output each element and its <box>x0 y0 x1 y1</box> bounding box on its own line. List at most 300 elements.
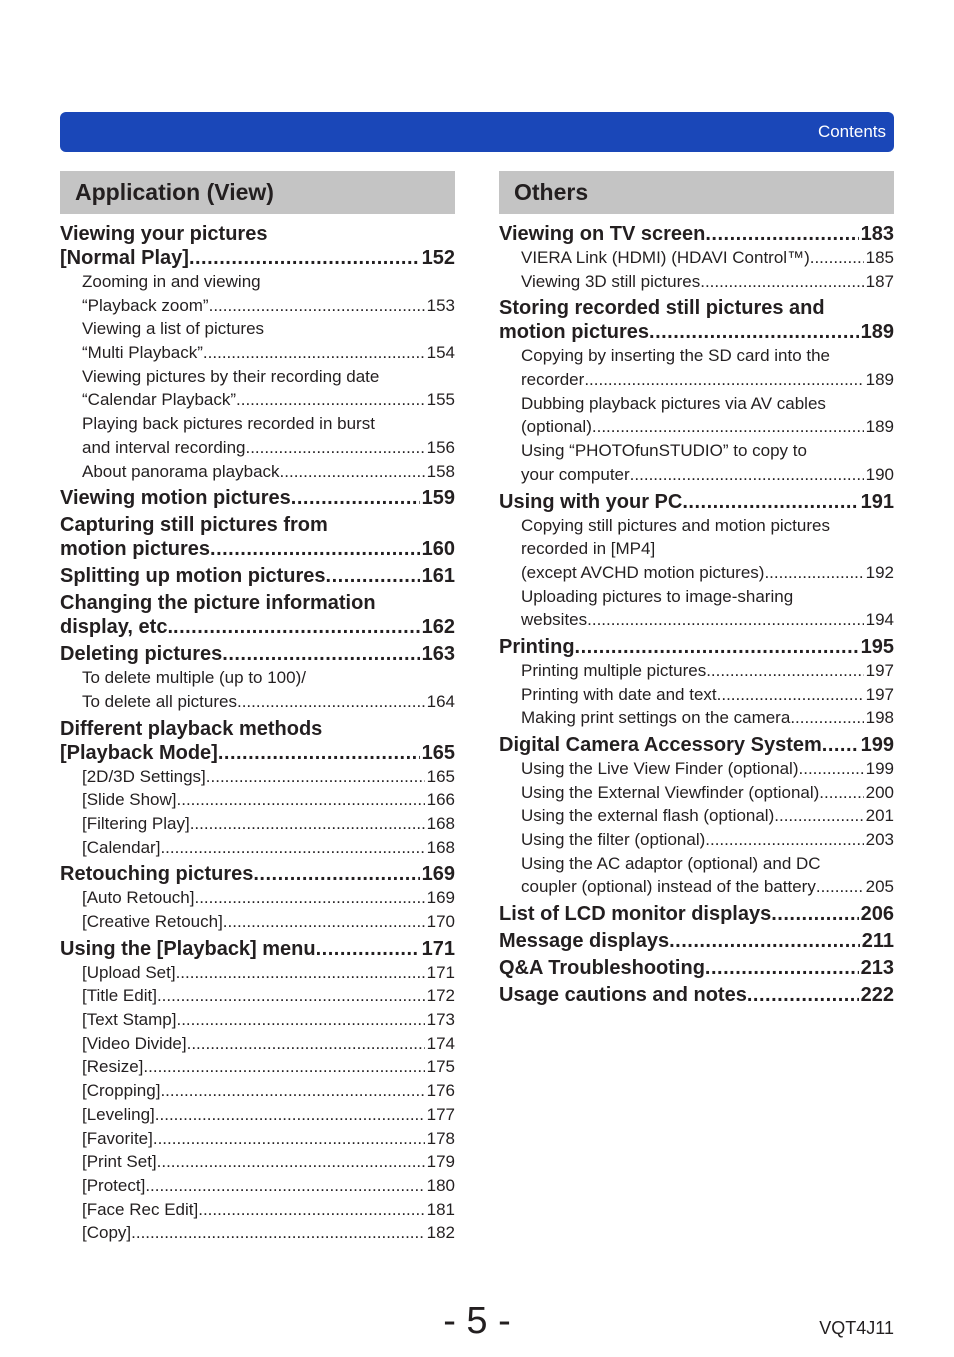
toc-entry-label: [Slide Show] <box>82 790 177 810</box>
toc-entry-label: [Favorite] <box>82 1128 153 1148</box>
dot-leader <box>816 875 864 899</box>
toc-entry-label: [Copy] <box>82 1223 132 1243</box>
dot-leader <box>176 961 425 985</box>
toc-entry-label: Zooming in and viewing <box>82 272 261 291</box>
toc-entry[interactable] <box>60 317 455 364</box>
dot-leader <box>822 733 859 757</box>
toc-entry-page: 187 <box>865 271 894 291</box>
toc-entry[interactable] <box>499 956 894 980</box>
toc-entry-label: Using “PHOTOfunSTUDIO” to copy to <box>521 441 807 461</box>
toc-entry-label: Using with your PC <box>499 490 683 513</box>
toc-entry-label: [Normal Play] <box>60 247 189 269</box>
dot-leader <box>790 706 863 730</box>
toc-entry-page: 199 <box>865 759 894 778</box>
toc-entry[interactable] <box>60 1221 455 1245</box>
toc-entry-page: 183 <box>860 223 894 245</box>
toc-entry-label: websites <box>521 610 588 630</box>
toc-entry[interactable] <box>60 984 455 1008</box>
toc-entry-page: 166 <box>426 790 455 810</box>
toc-entry-page: 163 <box>421 643 455 666</box>
dot-leader <box>771 902 858 926</box>
toc-entry-line-with-page <box>82 1127 455 1151</box>
toc-entry[interactable] <box>499 733 894 757</box>
dot-leader <box>187 1032 425 1056</box>
toc-entry-label: [Filtering Play] <box>82 813 190 833</box>
toc-entry-line-with-page <box>499 902 894 926</box>
toc-entry[interactable] <box>499 983 894 1007</box>
toc-entry-line-with-page <box>499 222 894 246</box>
toc-entry-page: 179 <box>426 1152 455 1172</box>
dot-leader <box>209 294 425 318</box>
toc-entry[interactable] <box>499 296 894 344</box>
toc-entry-page: 174 <box>426 1033 455 1053</box>
dot-leader <box>189 246 420 270</box>
toc-entry[interactable] <box>60 862 455 886</box>
toc-entry-line-with-page <box>521 270 894 294</box>
toc-entry-page: 189 <box>865 370 894 390</box>
toc-entry[interactable] <box>499 929 894 953</box>
dot-leader <box>592 415 864 439</box>
toc-entry-label: Copying by inserting the SD card into the <box>521 346 831 366</box>
toc-entry-label: Q&A Troubleshooting <box>499 957 705 980</box>
toc-entry-label: recorded in [MP4] <box>521 539 656 559</box>
toc-entry-line-with-page <box>82 910 455 934</box>
toc-entry[interactable] <box>60 788 455 812</box>
toc-entry-page: 154 <box>426 343 455 363</box>
toc-entry-page: 169 <box>421 863 455 886</box>
toc-entry-label: [Protect] <box>82 1175 146 1195</box>
toc-entry-label: coupler (optional) instead of the battery <box>521 877 816 897</box>
toc-entry-page: 152 <box>421 247 455 269</box>
toc-entry[interactable] <box>60 1174 455 1198</box>
toc-entry-page: 222 <box>860 984 894 1007</box>
toc-entry-page: 160 <box>421 538 455 561</box>
toc-entry[interactable] <box>499 392 894 439</box>
toc-entry-line-with-page <box>82 812 455 836</box>
toc-entry-line-with-page <box>82 984 455 1008</box>
toc-entry[interactable] <box>499 514 894 585</box>
toc-entry-page: 211 <box>861 930 894 953</box>
toc-entry-line-with-page <box>82 1079 455 1103</box>
toc-entry-page: 178 <box>426 1128 455 1148</box>
dot-leader <box>799 757 864 781</box>
toc-entry[interactable] <box>499 683 894 707</box>
dot-leader <box>575 635 859 659</box>
toc-entry[interactable] <box>60 486 455 510</box>
toc-entry[interactable] <box>499 490 894 514</box>
toc-entry-label: display, etc. <box>60 616 174 639</box>
toc-entry-line-with-page <box>499 733 894 757</box>
toc-entry-label: [2D/3D Settings] <box>82 766 206 786</box>
toc-entry-page: 158 <box>426 461 455 481</box>
dot-leader <box>131 1221 424 1245</box>
toc-entry-page: 165 <box>426 766 455 786</box>
toc-entry-line-with-page <box>82 788 455 812</box>
toc-entry[interactable] <box>499 439 894 486</box>
toc-entry-line <box>521 514 894 538</box>
toc-entry-label: recorder <box>521 370 585 390</box>
toc-entry-page: 162 <box>421 616 455 639</box>
toc-entry-label: Usage cautions and notes <box>499 984 747 1007</box>
toc-entry-line-with-page <box>521 804 894 828</box>
toc-entry-label: Viewing a list of pictures <box>82 319 265 339</box>
toc-entry-page: 177 <box>426 1104 455 1124</box>
toc-entry-label: [Face Rec Edit] <box>82 1199 199 1219</box>
toc-entry-line <box>521 537 894 561</box>
dot-leader <box>223 910 425 934</box>
dot-leader <box>160 1079 424 1103</box>
toc-entry-line <box>521 344 894 368</box>
dot-leader <box>587 608 863 632</box>
toc-entry-line-with-page <box>521 828 894 852</box>
toc-entry-label: motion pictures <box>499 321 650 344</box>
toc-entry-page: 190 <box>865 464 894 484</box>
dot-leader <box>682 490 858 514</box>
dot-leader <box>155 1103 425 1127</box>
toc-entry[interactable] <box>60 765 455 789</box>
toc-entry-label: Storing recorded still pictures and <box>499 297 825 320</box>
toc-entry-page: 164 <box>426 691 455 711</box>
section-title-application-view: Application (View) <box>60 171 455 214</box>
dot-leader <box>177 788 425 812</box>
toc-entry-line <box>60 591 455 615</box>
toc-entry-label: “Playback zoom” <box>82 295 209 315</box>
toc-entry-page: 198 <box>865 708 894 728</box>
toc-entry-label: “Calendar Playback” <box>82 390 237 410</box>
dot-leader <box>705 956 859 980</box>
toc-entry[interactable] <box>60 1008 455 1032</box>
dot-leader <box>810 246 864 270</box>
toc-entry-line-with-page <box>60 741 455 765</box>
toc-entry-line <box>60 513 455 537</box>
toc-entry[interactable] <box>499 781 894 805</box>
toc-entry-label: your computer <box>521 464 630 484</box>
toc-entry-line-with-page <box>60 486 455 510</box>
toc-entry-line-with-page <box>60 937 455 961</box>
toc-entry-line-with-page <box>82 436 455 460</box>
dot-leader <box>160 836 424 860</box>
toc-entry-page: 206 <box>860 903 894 926</box>
toc-entry-line <box>521 392 894 416</box>
toc-entry[interactable] <box>60 1055 455 1079</box>
toc-entry[interactable] <box>60 1079 455 1103</box>
dot-leader <box>176 1008 424 1032</box>
toc-entry[interactable] <box>60 1127 455 1151</box>
toc-entry[interactable] <box>60 812 455 836</box>
toc-entry-label: Playing back pictures recorded in burst <box>82 414 375 434</box>
dot-leader <box>203 341 425 365</box>
toc-entry-label: Deleting pictures <box>60 643 223 666</box>
toc-entry-label: Making print settings on the camera <box>521 708 791 728</box>
toc-entry-line-with-page <box>82 961 455 985</box>
toc-entry-label: Printing with date and text <box>521 684 717 704</box>
toc-entry-label: [Title Edit] <box>82 986 157 1006</box>
toc-entry-page: 171 <box>426 962 455 982</box>
toc-entry[interactable] <box>60 886 455 910</box>
dot-leader <box>218 741 420 765</box>
toc-list <box>60 222 455 1245</box>
dot-leader <box>630 463 864 487</box>
toc-entry-page: 172 <box>426 986 455 1006</box>
dot-leader <box>717 683 864 707</box>
dot-leader <box>747 983 859 1007</box>
toc-entry-label: Printing <box>499 635 575 658</box>
dot-leader <box>705 222 858 246</box>
toc-entry-label: Splitting up motion pictures <box>60 565 326 588</box>
dot-leader <box>237 690 425 714</box>
toc-entry-line-with-page <box>521 706 894 730</box>
toc-entry-line-with-page <box>82 1055 455 1079</box>
toc-entry-line <box>521 439 894 463</box>
toc-entry[interactable] <box>60 910 455 934</box>
toc-entry-label: (except AVCHD motion pictures) <box>521 562 765 582</box>
toc-entry-label: Capturing still pictures from <box>60 514 328 537</box>
toc-entry-line-with-page <box>499 320 894 344</box>
toc-entry[interactable] <box>499 804 894 828</box>
toc-entry-label: [Text Stamp] <box>82 1010 177 1030</box>
toc-entry-line <box>82 365 455 389</box>
toc-entry-page: 156 <box>426 437 455 457</box>
toc-entry[interactable] <box>499 585 894 632</box>
toc-entry[interactable] <box>60 1103 455 1127</box>
toc-list <box>499 222 894 1007</box>
dot-leader <box>316 937 420 961</box>
dot-leader <box>194 886 424 910</box>
toc-entry-line-with-page <box>521 463 894 487</box>
toc-entry-line <box>82 317 455 341</box>
toc-entry-label: Using the [Playback] menu <box>60 937 316 960</box>
dot-leader <box>157 984 425 1008</box>
toc-entry[interactable] <box>60 564 455 588</box>
toc-entry-label: and interval recording <box>82 437 246 457</box>
toc-entry-line-with-page <box>521 608 894 632</box>
toc-entry-label: Digital Camera Accessory System <box>499 734 822 756</box>
toc-entry[interactable] <box>60 460 455 484</box>
toc-entry-line-with-page <box>521 415 894 439</box>
dot-leader <box>173 615 420 639</box>
toc-entry-page: 176 <box>426 1081 455 1101</box>
dot-leader <box>764 561 863 585</box>
left-column <box>60 171 455 1245</box>
toc-entry-line-with-page <box>521 781 894 805</box>
toc-entry-line-with-page <box>521 875 894 899</box>
toc-entry-page: 175 <box>426 1057 455 1077</box>
dot-leader <box>222 642 419 666</box>
toc-entry-label: Using the Live View Finder (optional) <box>521 759 799 778</box>
dot-leader <box>705 828 863 852</box>
toc-entry-line <box>499 296 894 320</box>
toc-entry-page: 173 <box>426 1010 455 1030</box>
toc-entry[interactable] <box>60 365 455 412</box>
toc-entry[interactable] <box>60 270 455 317</box>
right-column <box>499 171 894 1007</box>
toc-entry-page: 189 <box>860 321 894 344</box>
toc-entry-label: To delete all pictures <box>82 691 237 711</box>
toc-entry-label: To delete multiple (up to 100)/ <box>82 668 306 688</box>
toc-entry-label: Viewing your pictures <box>60 223 268 245</box>
toc-entry-page: 199 <box>860 734 894 756</box>
toc-entry[interactable] <box>499 659 894 683</box>
toc-entry-page: 205 <box>865 877 894 897</box>
toc-entry-line-with-page <box>82 836 455 860</box>
toc-entry[interactable] <box>499 757 894 781</box>
dot-leader <box>190 812 425 836</box>
toc-entry-line-with-page <box>499 490 894 514</box>
toc-entry-line <box>82 270 455 294</box>
toc-entry[interactable] <box>60 666 455 713</box>
toc-entry-line <box>521 852 894 876</box>
toc-entry-line-with-page <box>499 635 894 659</box>
toc-entry-line-with-page <box>521 246 894 270</box>
dot-leader <box>253 862 419 886</box>
toc-entry-page: 203 <box>865 830 894 850</box>
toc-entry-page: 171 <box>421 937 455 960</box>
toc-entry-label: motion pictures <box>60 538 211 561</box>
toc-entry[interactable] <box>60 1198 455 1222</box>
dot-leader <box>198 1198 424 1222</box>
toc-entry[interactable] <box>60 642 455 666</box>
toc-entry[interactable] <box>60 513 455 561</box>
toc-entry-label: Using the external flash (optional) <box>521 806 775 826</box>
toc-entry-label: VIERA Link (HDMI) (HDAVI Control™) <box>521 248 810 267</box>
toc-entry-label: (optional) <box>521 417 592 437</box>
toc-entry-label: Copying still pictures and motion pictures <box>521 515 830 535</box>
toc-entry[interactable] <box>499 828 894 852</box>
toc-entry-page: 189 <box>865 417 894 437</box>
toc-entry-line-with-page <box>60 564 455 588</box>
toc-entry-label: Changing the picture information <box>60 592 376 615</box>
toc-entry-page: 213 <box>860 957 894 980</box>
toc-entry-label: Message displays <box>499 930 670 953</box>
toc-entry[interactable] <box>60 412 455 459</box>
toc-entry-label: Different playback methods <box>60 717 323 740</box>
dot-leader <box>291 486 420 510</box>
toc-entry-label: Uploading pictures to image-sharing <box>521 586 794 606</box>
toc-entry-line-with-page <box>82 886 455 910</box>
toc-entry[interactable] <box>499 706 894 730</box>
contents-link[interactable]: Contents <box>817 122 886 141</box>
toc-entry-line-with-page <box>521 757 894 781</box>
dot-leader <box>157 1150 425 1174</box>
toc-entry-label: [Leveling] <box>82 1104 155 1124</box>
dot-leader <box>700 270 863 294</box>
toc-entry[interactable] <box>60 222 455 270</box>
header-bar <box>60 112 894 152</box>
toc-entry-page: 161 <box>421 565 455 588</box>
toc-entry-page: 168 <box>426 837 455 857</box>
toc-entry-line-with-page <box>82 1032 455 1056</box>
toc-entry[interactable] <box>60 836 455 860</box>
toc-entry-page: 185 <box>865 248 894 267</box>
dot-leader <box>584 368 863 392</box>
dot-leader <box>210 537 420 561</box>
toc-entry-line-with-page <box>499 929 894 953</box>
toc-entry-label: [Print Set] <box>82 1152 157 1172</box>
toc-entry-line-with-page <box>521 561 894 585</box>
toc-entry-line-with-page <box>82 1174 455 1198</box>
toc-entry[interactable] <box>499 222 894 246</box>
dot-leader <box>326 564 420 588</box>
toc-entry-label: Printing multiple pictures <box>521 660 707 680</box>
toc-entry-line-with-page <box>60 246 455 270</box>
toc-entry-page: 181 <box>426 1199 455 1219</box>
toc-entry[interactable] <box>499 902 894 926</box>
toc-entry-line-with-page <box>82 294 455 318</box>
page-number: - 5 - <box>443 1300 511 1342</box>
toc-entry-line-with-page <box>82 1221 455 1245</box>
toc-entry-label: Using the AC adaptor (optional) and DC <box>521 853 821 873</box>
toc-entry-line <box>60 717 455 741</box>
toc-entry-label: About panorama playback <box>82 461 280 481</box>
toc-entry-label: [Creative Retouch] <box>82 912 223 931</box>
toc-entry[interactable] <box>60 937 455 961</box>
toc-entry-page: 191 <box>860 490 894 513</box>
toc-entry-page: 195 <box>860 635 894 658</box>
toc-entry-line-with-page <box>499 956 894 980</box>
toc-entry[interactable] <box>499 246 894 270</box>
toc-entry-line-with-page <box>521 368 894 392</box>
toc-entry-label: [Resize] <box>82 1057 144 1077</box>
toc-entry-label: Dubbing playback pictures via AV cables <box>521 393 826 413</box>
toc-entry[interactable] <box>60 1032 455 1056</box>
toc-entry[interactable] <box>499 270 894 294</box>
dot-leader <box>145 1174 424 1198</box>
toc-entry-line-with-page <box>82 341 455 365</box>
toc-entry-line-with-page <box>521 659 894 683</box>
dot-leader <box>819 781 863 805</box>
toc-entry[interactable] <box>60 1150 455 1174</box>
toc-entry-line <box>60 222 455 246</box>
toc-entry[interactable] <box>499 344 894 391</box>
toc-entry-label: Viewing motion pictures <box>60 487 291 510</box>
toc-entry-line-with-page <box>82 460 455 484</box>
section-title-others: Others <box>499 171 894 214</box>
dot-leader <box>143 1055 424 1079</box>
dot-leader <box>649 320 859 344</box>
toc-entry[interactable] <box>60 591 455 639</box>
dot-leader <box>280 460 425 484</box>
toc-entry-label: [Calendar] <box>82 837 161 857</box>
toc-entry-page: 155 <box>426 390 455 410</box>
toc-entry[interactable] <box>499 852 894 899</box>
toc-entry[interactable] <box>60 717 455 765</box>
toc-entry-label: “Multi Playback” <box>82 343 203 363</box>
toc-entry-line-with-page <box>499 983 894 1007</box>
toc-entry-line <box>82 666 455 690</box>
toc-entry-line-with-page <box>82 1103 455 1127</box>
toc-entry[interactable] <box>60 961 455 985</box>
dot-leader <box>245 436 424 460</box>
toc-entry-page: 197 <box>865 660 894 680</box>
toc-entry-page: 180 <box>426 1175 455 1195</box>
toc-entry-line-with-page <box>82 1198 455 1222</box>
toc-entry-label: Viewing pictures by their recording date <box>82 366 380 386</box>
toc-entry-page: 168 <box>426 813 455 833</box>
toc-entry-line-with-page <box>82 765 455 789</box>
toc-entry-line-with-page <box>60 537 455 561</box>
toc-entry-label: [Playback Mode] <box>60 741 218 764</box>
toc-entry-label: List of LCD monitor displays <box>499 903 772 926</box>
toc-entry-line-with-page <box>82 690 455 714</box>
toc-entry[interactable] <box>499 635 894 659</box>
toc-entry-line-with-page <box>82 1150 455 1174</box>
toc-entry-label: Viewing 3D still pictures <box>521 271 701 291</box>
toc-entry-label: [Upload Set] <box>82 962 176 982</box>
dot-leader <box>669 929 860 953</box>
toc-entry-line-with-page <box>60 615 455 639</box>
toc-entry-page: 153 <box>426 295 455 315</box>
dot-leader <box>153 1127 425 1151</box>
